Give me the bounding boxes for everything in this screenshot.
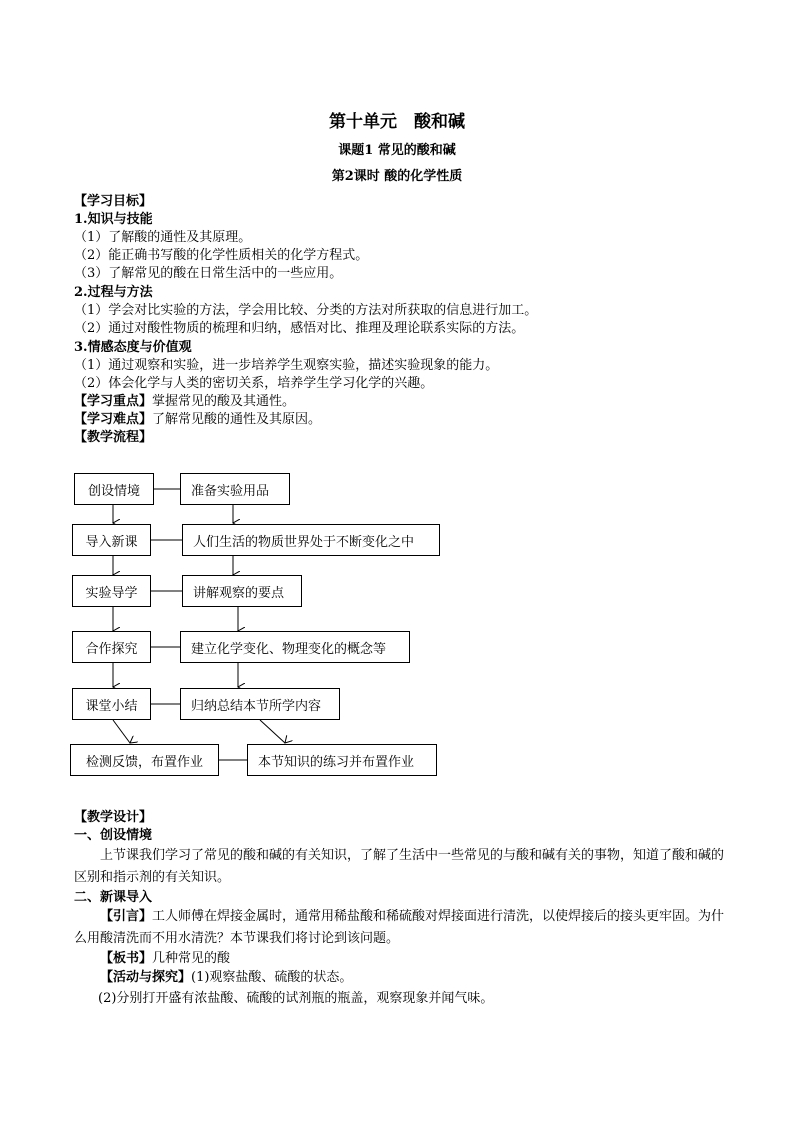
board-text: 几种常见的酸: [152, 951, 231, 966]
key-point-text: 掌握常见的酸及其通性。: [152, 394, 296, 409]
section2-item: （1）学会对比实验的方法，学会用比较、分类的方法对所获取的信息进行加工。: [74, 303, 538, 318]
section3-heading: 3.情感态度与价值观: [74, 340, 192, 355]
activity-line-2: (2)分别打开盛有浓盐酸、硫酸的试剂瓶的瓶盖，观察现象并闻气味。: [98, 991, 494, 1006]
key-point-label: 【学习重点】: [74, 394, 153, 409]
part2-intro-paragraph: [74, 906, 734, 950]
flow-note-build-concepts: 建立化学变化、物理变化的概念等: [180, 631, 410, 663]
section1-item: （1）了解酸的通性及其原理。: [74, 230, 252, 245]
flow-step-experiment-guide: 实验导学: [72, 575, 151, 607]
activity-label: 【活动与探究】: [100, 970, 192, 985]
flow-step-feedback-homework: 检测反馈，布置作业: [70, 744, 219, 776]
board-line: [100, 950, 230, 968]
section2-item: （2）通过对酸性物质的梳理和归纳，感悟对比、推理及理论联系实际的方法。: [74, 321, 525, 336]
flow-step-create-situation: 创设情境: [74, 473, 154, 505]
objectives-header: 【学习目标】: [74, 194, 153, 209]
section2-heading: 2.过程与方法: [74, 285, 153, 300]
unit-title: 第十单元 酸和碱: [329, 112, 465, 132]
section1-item: （2）能正确书写酸的化学性质相关的化学方程式。: [74, 248, 369, 263]
part1-heading: 一、创设情境: [74, 828, 153, 843]
flow-step-class-summary: 课堂小结: [72, 688, 151, 720]
activity-line: [100, 969, 352, 987]
part2-heading: 二、新课导入: [74, 890, 153, 905]
board-label: 【板书】: [100, 951, 153, 966]
flow-step-introduce-lesson: 导入新课: [72, 524, 151, 556]
flow-note-observation-points: 讲解观察的要点: [182, 575, 302, 607]
section1-heading: 1.知识与技能: [74, 212, 153, 227]
design-header: 【教学设计】: [74, 810, 153, 825]
difficulty-label: 【学习难点】: [74, 412, 153, 427]
flow-note-prepare-materials: 准备实验用品: [180, 473, 290, 505]
intro-text: 工人师傅在焊接金属时，通常用稀盐酸和稀硫酸对焊接面进行清洗，以使焊接后的接头更牢固。为什么用酸清洗而不用水清洗？本节课我们将讨论到该问题。: [74, 909, 725, 946]
section3-item: （1）通过观察和实验，进一步培养学生观察实验，描述实验现象的能力。: [74, 358, 499, 373]
flow-note-exercises-homework: 本节知识的练习并布置作业: [247, 744, 437, 776]
flow-step-cooperative-inquiry: 合作探究: [72, 631, 151, 663]
intro-label: 【引言】: [100, 909, 153, 924]
difficulty-text: 了解常见酸的通性及其原因。: [152, 412, 322, 427]
section1-item: （3）了解常见的酸在日常生活中的一些应用。: [74, 266, 343, 281]
part1-paragraph: 上节课我们学习了常见的酸和碱的有关知识，了解了生活中一些常见的与酸和碱有关的事物，知道了酸和碱的区别和指示剂的有关知识。: [74, 848, 725, 885]
activity-text: (1)观察盐酸、硫酸的状态。: [191, 970, 353, 985]
topic-title: 课题1 常见的酸和碱: [338, 143, 456, 158]
flow-header: 【教学流程】: [74, 430, 153, 445]
flow-note-summarize-content: 归纳总结本节所学内容: [180, 688, 340, 720]
lesson-title: 第2课时 酸的化学性质: [331, 169, 463, 184]
flow-note-changing-world: 人们生活的物质世界处于不断变化之中: [182, 524, 440, 556]
section3-item: （2）体会化学与人类的密切关系，培养学生学习化学的兴趣。: [74, 376, 434, 391]
